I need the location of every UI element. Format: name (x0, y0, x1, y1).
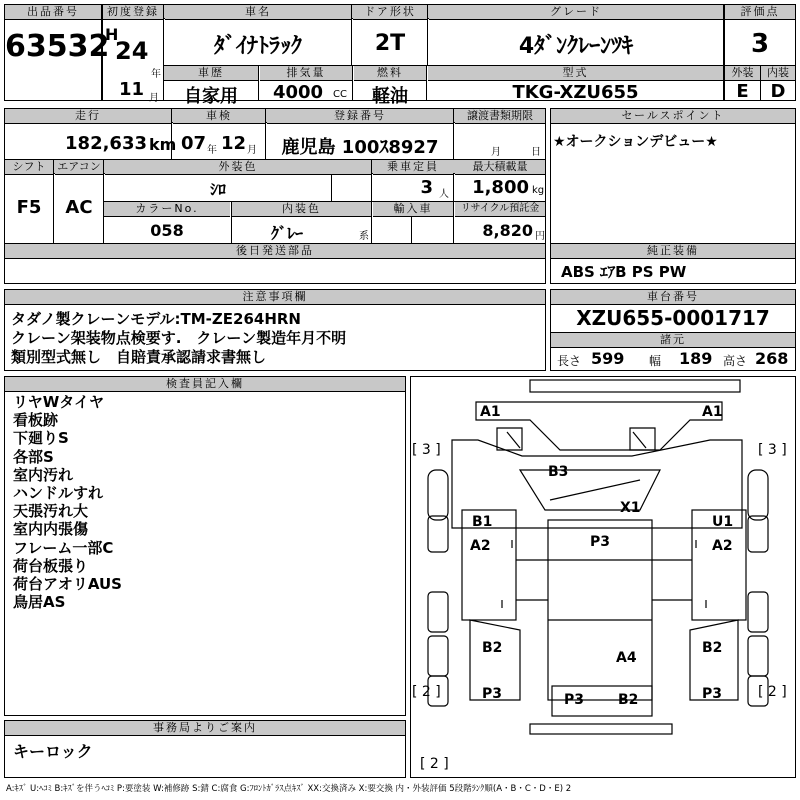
cc-unit: CC (333, 89, 347, 100)
list-item: 看板跡 (13, 411, 59, 430)
kg-unit: kg (532, 185, 545, 196)
damage-mark: A1 (702, 404, 723, 420)
sales-point-header: セールスポイント (551, 109, 795, 124)
capacity: 3 (420, 177, 433, 198)
notes-header: 注意事項欄 (5, 290, 545, 305)
tire-spare: [ 2 ] (420, 756, 449, 772)
history-header: 車歴 (164, 66, 258, 81)
recycle-deposit: 8,820 (482, 221, 533, 240)
list-item: 天張汚れ大 (13, 502, 89, 521)
damage-mark: A4 (616, 650, 637, 666)
damage-mark: A2 (470, 538, 491, 554)
fuel-type: 軽油 (372, 86, 408, 107)
damage-mark: A2 (712, 538, 733, 554)
tire-front-right: [ 3 ] (758, 442, 787, 458)
list-item: 室内内張傷 (13, 520, 89, 539)
width-value: 189 (679, 349, 713, 368)
damage-mark: B3 (548, 464, 569, 480)
tire-rear-left: [ 2 ] (412, 684, 441, 700)
door-type: 2T (374, 31, 406, 56)
model-code: TKG-XZU655 (512, 82, 639, 103)
insp-month-unit: 月 (247, 145, 257, 156)
cab-front-outline (476, 402, 722, 450)
list-item: 鳥居AS (13, 593, 66, 612)
damage-mark: P3 (590, 534, 611, 550)
max-load-header: 最大積載量 (455, 160, 545, 175)
inspection-month: 12 (221, 133, 247, 154)
height-value: 268 (755, 349, 789, 368)
list-item: フレーム一部C (13, 538, 114, 557)
door-header: ドア形状 (353, 5, 427, 20)
notes-line-1: タダノ製クレーンモデル:TM-ZE264HRN (11, 310, 301, 328)
damage-mark: P3 (702, 686, 723, 702)
tire-front-left: [ 3 ] (412, 442, 441, 458)
plate-header: 登録番号 (267, 109, 453, 124)
fuel-header: 燃料 (354, 66, 426, 81)
inspection-year: 07 (181, 133, 207, 154)
damage-mark: P3 (564, 692, 585, 708)
era-letter: H (105, 25, 119, 44)
later-parts-header: 後日発送部品 (5, 244, 545, 259)
list-item: 室内汚れ (13, 465, 74, 484)
legend: A:ｷｽﾞ U:ﾍｺﾐ B:ｷｽﾞを伴うﾍｺﾐ P:要塗装 W:補修跡 S:錆 C:腐食 G:ﾌﾛﾝﾄｶﾞﾗｽ点ｷｽﾞ XX:交換済み X:要交換 内・外装評価 5段階ﾗﾝｸ順(A・B・C・D・E) 2 (6, 784, 572, 794)
mileage: 182,633 (65, 133, 147, 154)
shift-type: F5 (16, 197, 42, 218)
damage-mark: P3 (482, 686, 503, 702)
import-header: 輸入車 (373, 202, 453, 217)
displacement: 4000 (272, 82, 324, 103)
interior-header: 内装 (761, 66, 795, 81)
aircon: AC (65, 197, 93, 218)
mileage-header: 走行 (5, 109, 171, 124)
chassis-header: 車台番号 (551, 290, 795, 305)
damage-mark: B2 (482, 640, 503, 656)
capacity-header: 乗車定員 (373, 160, 453, 175)
color-no-header: カラーNo. (104, 202, 230, 217)
damage-mark: B2 (618, 692, 639, 708)
color-number: 058 (150, 221, 184, 240)
transfer-month-unit: 月 (491, 147, 501, 158)
model-code-header: 型式 (428, 66, 723, 81)
overall-score: 3 (750, 29, 770, 59)
yen-unit: 円 (535, 231, 545, 242)
list-item: ハンドルすれ (13, 484, 104, 503)
score-header: 評価点 (725, 5, 795, 20)
ext-color-header: 外装色 (105, 160, 371, 175)
rear-bumper (530, 724, 672, 734)
notes-line-2: クレーン架装物点検要す. クレーン製造年月不明 (11, 329, 347, 347)
damage-mark: U1 (712, 514, 734, 530)
length-label: 長さ (557, 354, 582, 368)
width-label: 幅 (649, 354, 662, 368)
damage-mark: B1 (472, 514, 493, 530)
ac-header: エアコン (55, 160, 103, 175)
list-item: リヤWタイヤ (13, 393, 104, 411)
list-item: 各部S (13, 447, 54, 466)
plate-number: 鹿児島 100ｽ8927 (281, 137, 439, 158)
damage-mark: A1 (480, 404, 501, 420)
kei-unit: 系 (359, 231, 369, 242)
lot-no-header: 出品番号 (5, 5, 101, 20)
person-unit: 人 (439, 189, 449, 200)
car-name-header: 車名 (165, 5, 351, 20)
office-header: 事務局よりご案内 (5, 721, 405, 736)
grade: 4ﾀﾞﾝｸﾚｰﾝﾂｷ (518, 34, 634, 59)
grade-header: グレード (429, 5, 723, 20)
exterior-header: 外装 (725, 66, 760, 81)
equipment-header: 純正装備 (551, 244, 795, 259)
front-bumper-top (530, 380, 740, 392)
first-reg-header: 初度登録 (103, 5, 163, 20)
mirror-left (428, 470, 448, 520)
month-unit: 月 (149, 93, 159, 104)
transfer-header: 譲渡書類期限 (455, 109, 545, 124)
list-item: 荷台板張り (13, 556, 89, 575)
recycle-header: リサイクル預託金 (455, 202, 545, 217)
chassis-number: XZU655-0001717 (576, 306, 770, 330)
interior-grade: D (770, 81, 786, 102)
sales-point-text: ★オークションデビュー★ (553, 134, 718, 150)
equipment-text: ABS ｴｱB PS PW (561, 263, 687, 281)
inspection-header: 車検 (173, 109, 265, 124)
cab-outline (452, 440, 742, 528)
max-load: 1,800 (472, 177, 529, 198)
damage-mark: B2 (702, 640, 723, 656)
vehicle-history: 自家用 (184, 86, 238, 107)
displacement-header: 排気量 (260, 66, 352, 81)
length-value: 599 (591, 349, 625, 368)
km-unit: km (149, 135, 177, 154)
height-label: 高さ (723, 354, 748, 368)
lot-number: 63532 (5, 29, 110, 64)
inspector-header: 検査員記入欄 (5, 377, 405, 392)
car-name: ﾀﾞｲﾅﾄﾗｯｸ (213, 34, 302, 59)
office-text: キーロック (13, 742, 93, 761)
transfer-day-unit: 日 (531, 147, 541, 158)
first-reg-year: 24 (115, 37, 149, 65)
int-color-header: 内装色 (232, 202, 371, 217)
exterior-grade: E (736, 81, 749, 102)
insp-year-unit: 年 (207, 145, 217, 156)
first-reg-month: 11 (119, 79, 145, 100)
list-item: 荷台アオリAUS (13, 575, 122, 594)
notes-line-3: 類別型式無し 自賠責承認請求書無し (11, 348, 267, 366)
damage-mark: X1 (620, 500, 641, 516)
interior-color: ｸﾞﾚｰ (270, 224, 303, 243)
exterior-color: ｼﾛ (209, 180, 226, 199)
dims-header: 諸元 (551, 332, 795, 348)
tire-rear-right: [ 2 ] (758, 684, 787, 700)
shift-header: シフト (5, 160, 53, 175)
list-item: 下廻りS (13, 429, 69, 448)
year-unit: 年 (151, 69, 161, 80)
mirror-right (748, 470, 768, 520)
